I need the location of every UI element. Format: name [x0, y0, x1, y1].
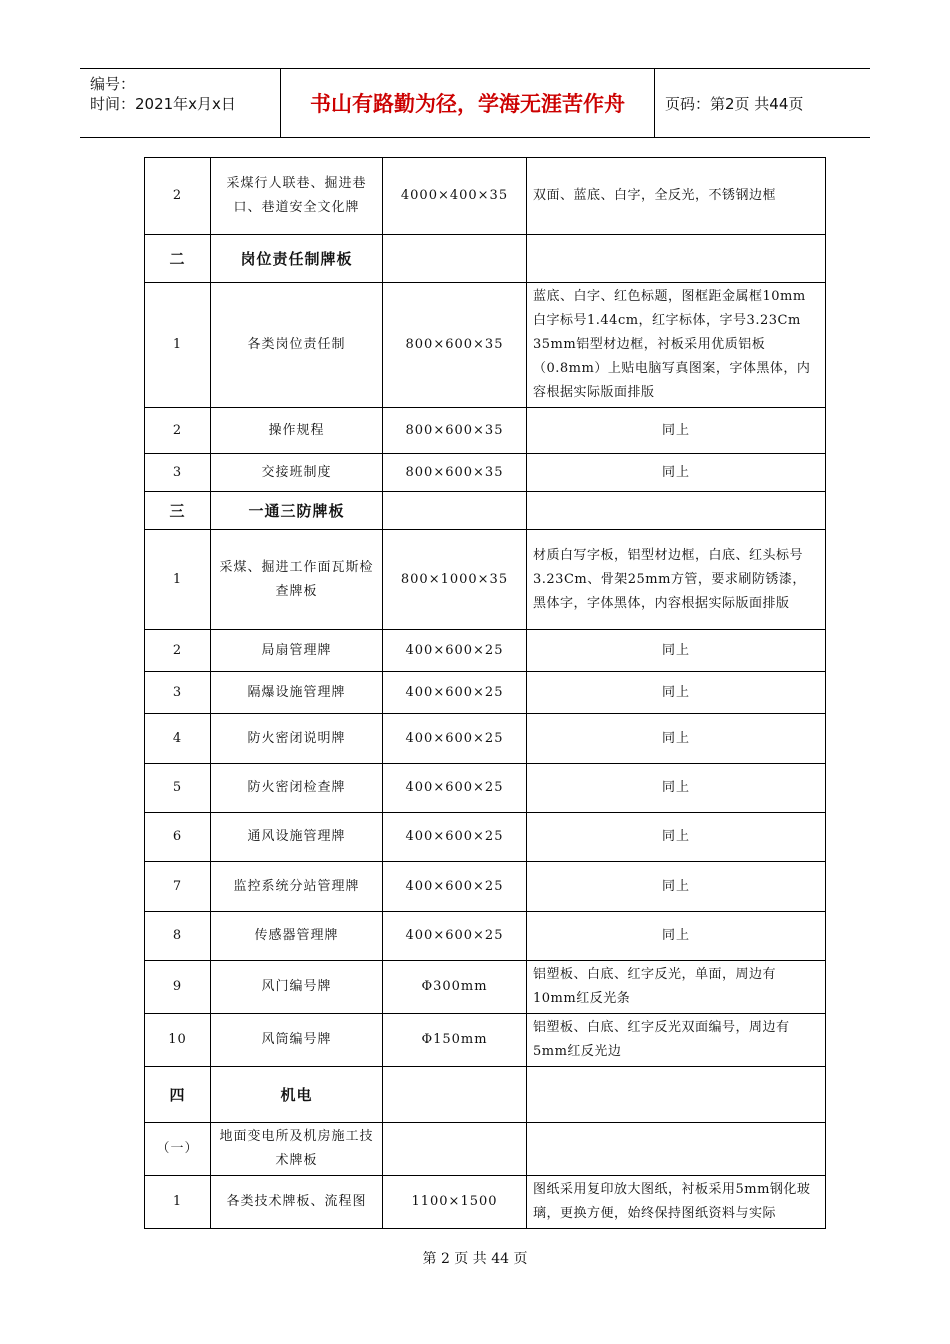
row-number: 1: [145, 283, 211, 408]
item-spec: 图纸采用复印放大图纸，衬板采用5mm钢化玻璃，更换方便，始终保持图纸资料与实际: [527, 1176, 826, 1229]
row-number: 2: [145, 408, 211, 454]
row-number: 3: [145, 672, 211, 714]
header-meta: [80, 69, 281, 137]
table-row: [145, 862, 826, 912]
item-size: [383, 235, 527, 283]
row-number: 3: [145, 454, 211, 492]
item-size: [383, 1123, 527, 1176]
table-row: [145, 672, 826, 714]
item-spec: 同上: [527, 862, 826, 912]
header-page-label: 页码：第2页 共44页: [665, 94, 804, 113]
page-header: [80, 68, 870, 138]
item-name: 地面变电所及机房施工技术牌板: [211, 1123, 383, 1176]
row-number: 4: [145, 714, 211, 764]
table-row: [145, 1123, 826, 1176]
item-name: 岗位责任制牌板: [211, 235, 383, 283]
item-spec: [527, 492, 826, 530]
item-size: 400×600×25: [383, 672, 527, 714]
table-row: [145, 764, 826, 813]
item-name: 防火密闭说明牌: [211, 714, 383, 764]
row-number: 2: [145, 158, 211, 235]
item-size: 400×600×25: [383, 630, 527, 672]
item-name: 交接班制度: [211, 454, 383, 492]
item-name: 通风设施管理牌: [211, 813, 383, 862]
item-size: 800×600×35: [383, 408, 527, 454]
item-name: 采煤行人联巷、掘进巷口、巷道安全文化牌: [211, 158, 383, 235]
table-row: [145, 408, 826, 454]
item-size: Φ300mm: [383, 961, 527, 1014]
item-spec: [527, 1067, 826, 1123]
item-spec: 同上: [527, 454, 826, 492]
item-spec: 同上: [527, 764, 826, 813]
table-row: [145, 530, 826, 630]
item-spec: 同上: [527, 408, 826, 454]
item-size: 400×600×25: [383, 912, 527, 961]
item-size: [383, 1067, 527, 1123]
item-size: 800×1000×35: [383, 530, 527, 630]
table-row: [145, 714, 826, 764]
table-row: [145, 961, 826, 1014]
row-number: 三: [145, 492, 211, 530]
item-size: 4000×400×35: [383, 158, 527, 235]
item-name: 机电: [211, 1067, 383, 1123]
item-spec: 同上: [527, 714, 826, 764]
item-size: Φ150mm: [383, 1014, 527, 1067]
item-spec: 同上: [527, 672, 826, 714]
item-name: 传感器管理牌: [211, 912, 383, 961]
table-row: [145, 158, 826, 235]
item-size: [383, 492, 527, 530]
item-size: 1100×1500: [383, 1176, 527, 1229]
table-row: [145, 1176, 826, 1229]
item-name: 操作规程: [211, 408, 383, 454]
table-row: [145, 454, 826, 492]
row-number: 2: [145, 630, 211, 672]
item-size: 400×600×25: [383, 813, 527, 862]
table-body: [145, 158, 826, 1229]
item-spec: [527, 1123, 826, 1176]
item-spec: [527, 235, 826, 283]
item-name: 采煤、掘进工作面瓦斯检查牌板: [211, 530, 383, 630]
doc-date-label: 时间：2021年x月x日: [90, 95, 236, 113]
item-spec: 同上: [527, 912, 826, 961]
row-number: 1: [145, 1176, 211, 1229]
item-spec: 材质白写字板，铝型材边框，白底、红头标号3.23Cm、骨架25mm方管，要求刷防锈漆，黑体字，字体黑体，内容根据实际版面排版: [527, 530, 826, 630]
item-name: 各类岗位责任制: [211, 283, 383, 408]
item-name: 各类技术牌板、流程图: [211, 1176, 383, 1229]
row-number: 8: [145, 912, 211, 961]
item-spec: 铝塑板、白底、红字反光，单面，周边有10mm红反光条: [527, 961, 826, 1014]
item-spec: 双面、蓝底、白字，全反光，不锈钢边框: [527, 158, 826, 235]
item-name: 监控系统分站管理牌: [211, 862, 383, 912]
header-motto: 书山有路勤为径，学海无涯苦作舟: [281, 69, 655, 137]
item-name: 局扇管理牌: [211, 630, 383, 672]
section-row: [145, 235, 826, 283]
table-row: [145, 630, 826, 672]
row-number: 1: [145, 530, 211, 630]
table-row: [145, 1014, 826, 1067]
section-row: [145, 1067, 826, 1123]
row-number: 四: [145, 1067, 211, 1123]
table-row: [145, 283, 826, 408]
row-number: 10: [145, 1014, 211, 1067]
item-spec: 蓝底、白字、红色标题，图框距金属框10mm白字标号1.44cm，红字标体，字号3.23Cm 35mm铝型材边框，衬板采用优质铝板（0.8mm）上贴电脑写真图案，字体黑体，内容根据实际版面排版: [527, 283, 826, 408]
section-row: [145, 492, 826, 530]
row-number: 9: [145, 961, 211, 1014]
item-size: 400×600×25: [383, 714, 527, 764]
item-name: 风筒编号牌: [211, 1014, 383, 1067]
item-name: 隔爆设施管理牌: [211, 672, 383, 714]
item-spec: 同上: [527, 630, 826, 672]
sign-spec-table: [144, 157, 826, 1229]
item-name: 防火密闭检查牌: [211, 764, 383, 813]
item-size: 400×600×25: [383, 764, 527, 813]
table-row: [145, 912, 826, 961]
item-size: 800×600×35: [383, 454, 527, 492]
page-footer: 第 2 页 共 44 页: [422, 1251, 528, 1267]
item-spec: 铝塑板、白底、红字反光双面编号，周边有5mm红反光边: [527, 1014, 826, 1067]
item-size: 400×600×25: [383, 862, 527, 912]
item-spec: 同上: [527, 813, 826, 862]
item-size: 800×600×35: [383, 283, 527, 408]
row-number: （一）: [145, 1123, 211, 1176]
item-name: 一通三防牌板: [211, 492, 383, 530]
doc-number-label: 编号：: [90, 75, 136, 93]
row-number: 6: [145, 813, 211, 862]
row-number: 二: [145, 235, 211, 283]
table-row: [145, 813, 826, 862]
row-number: 7: [145, 862, 211, 912]
row-number: 5: [145, 764, 211, 813]
item-name: 风门编号牌: [211, 961, 383, 1014]
